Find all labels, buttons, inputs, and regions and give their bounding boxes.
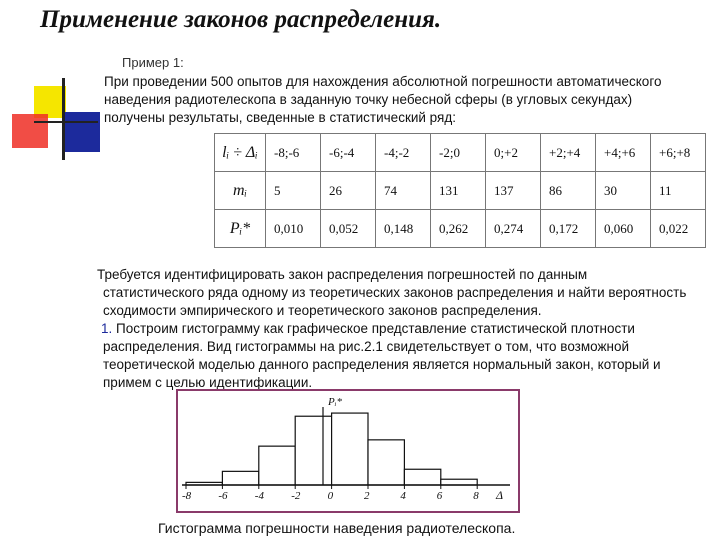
table-cell: -6;-4 <box>321 134 376 172</box>
table-cell: +4;+6 <box>596 134 651 172</box>
table-cell: 86 <box>541 172 596 210</box>
table-cell: 5 <box>266 172 321 210</box>
x-tick-label: 2 <box>364 490 370 502</box>
step-line: теоретической моделью данного распределения является нормальный закон, который и <box>103 357 661 372</box>
table-row-counts <box>215 172 706 210</box>
decor-horizontal-line <box>34 121 98 123</box>
step-text: Построим гистограмму как графическое представление статистической плотности <box>116 321 635 336</box>
table-cell: 131 <box>431 172 486 210</box>
intro-line: наведения радиотелескопа в заданную точку небесной сферы (в угловых секундах) <box>104 92 633 107</box>
intro-line: При проведении 500 опытов для нахождения абсолютной погрешности автоматического <box>104 74 662 89</box>
y-axis-label: Pᵢ* <box>328 396 342 408</box>
table-cell: 74 <box>376 172 431 210</box>
x-tick-label: -8 <box>182 490 192 502</box>
table-cell: 30 <box>596 172 651 210</box>
table-row-intervals <box>215 134 706 172</box>
table-cell: -2;0 <box>431 134 486 172</box>
decor-blue-square <box>64 112 100 152</box>
x-tick-label: 6 <box>436 490 443 502</box>
histogram-bar <box>332 413 368 485</box>
intro-paragraph <box>104 73 704 127</box>
table-cell: 0,274 <box>486 210 541 248</box>
x-axis-label: Δ <box>496 488 504 502</box>
table-cell: 0,262 <box>431 210 486 248</box>
histogram-bar <box>441 479 477 485</box>
page-title: Применение законов распределения. <box>40 6 442 33</box>
x-tick-label: -6 <box>218 490 228 502</box>
decor-vertical-line <box>62 78 65 160</box>
table-cell: 0,010 <box>266 210 321 248</box>
table-cell: 0,172 <box>541 210 596 248</box>
table-cell: +6;+8 <box>651 134 706 172</box>
histogram-bar <box>404 469 440 485</box>
x-tick-label: 4 <box>400 490 406 502</box>
step-number: 1. <box>101 321 113 336</box>
task-line: Требуется идентифицировать закон распределения погрешностей по данным <box>97 267 588 282</box>
step-line <box>97 320 712 338</box>
histogram-bar <box>259 446 295 485</box>
histogram-bar <box>368 440 404 485</box>
table-row-frequencies <box>215 210 706 248</box>
table-cell: 0;+2 <box>486 134 541 172</box>
histogram-chart <box>176 389 520 513</box>
histogram-bar <box>222 471 258 485</box>
step-line: примем с целью идентификации. <box>103 375 313 390</box>
table-cell: 11 <box>651 172 706 210</box>
x-tick-label: 8 <box>473 490 479 502</box>
figure-caption: Гистограмма погрешности наведения радиотелескопа. <box>158 520 516 536</box>
table-cell: 0,060 <box>596 210 651 248</box>
row-header-counts: mᵢ <box>215 172 266 210</box>
step-line: распределения. Вид гистограммы на рис.2.1 свидетельствует о том, что возможной <box>103 339 630 354</box>
intro-line: получены результаты, сведенные в статистический ряд: <box>104 110 456 125</box>
statistical-series-table <box>214 133 706 248</box>
task-line: статистического ряда одному из теоретических законов распределения и найти вероятность <box>103 285 687 300</box>
histogram-bar <box>295 416 331 485</box>
x-tick-label: -4 <box>254 490 264 502</box>
example-label: Пример 1: <box>122 55 184 70</box>
row-header-intervals: lᵢ ÷ Δᵢ <box>215 134 266 172</box>
table-cell: +2;+4 <box>541 134 596 172</box>
table-cell: -8;-6 <box>266 134 321 172</box>
table-cell: 0,148 <box>376 210 431 248</box>
x-tick-label: -2 <box>291 490 301 502</box>
x-tick-label: 0 <box>327 490 334 502</box>
table-cell: 137 <box>486 172 541 210</box>
table-cell: 0,052 <box>321 210 376 248</box>
table-cell: 26 <box>321 172 376 210</box>
decor-red-square <box>12 114 48 148</box>
row-header-frequencies: Pᵢ* <box>215 210 266 248</box>
table-cell: 0,022 <box>651 210 706 248</box>
table-cell: -4;-2 <box>376 134 431 172</box>
task-line: сходимости эмпирического и теоретического законов распределения. <box>103 303 542 318</box>
task-paragraph <box>97 266 712 392</box>
